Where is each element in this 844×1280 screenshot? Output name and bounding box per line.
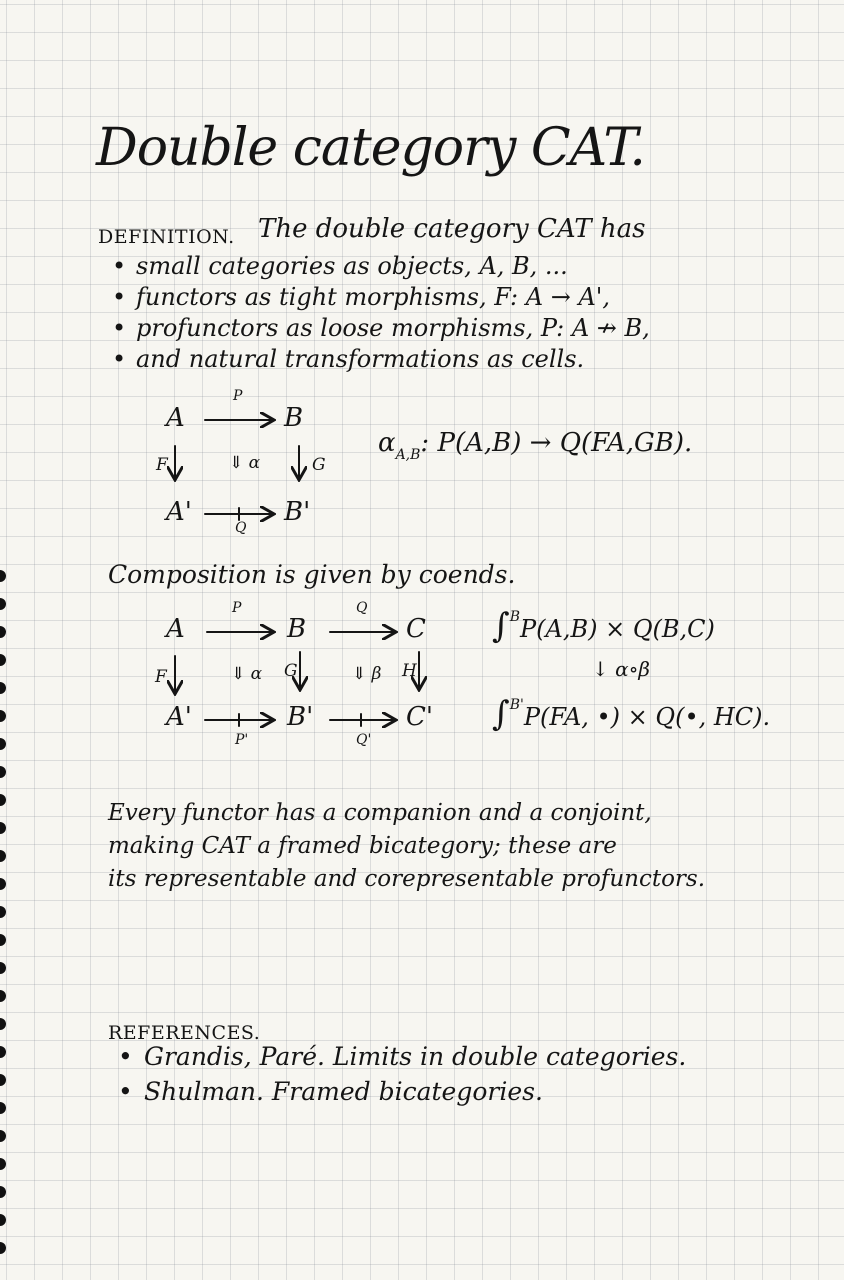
binding-hole [0, 710, 6, 722]
comp-label-P-prime: P' [235, 732, 249, 748]
binding-hole [0, 1018, 6, 1030]
companions-line-2: making CAT a framed bicategory; these are [108, 833, 617, 859]
binding-hole [0, 1214, 6, 1226]
definition-item: • functors as tight morphisms, F: A → A', [112, 283, 610, 311]
square-object-A: A [166, 403, 185, 433]
definition-item: • and natural transformations as cells. [112, 345, 584, 373]
companions-line-1: Every functor has a companion and a conjoint, [108, 800, 652, 826]
binding-hole [0, 766, 6, 778]
binding-hole [0, 682, 6, 694]
comp-object-A-prime: A' [166, 702, 192, 732]
binding-hole [0, 1130, 6, 1142]
binding-hole [0, 570, 6, 582]
binding-hole [0, 962, 6, 974]
binding-hole [0, 1046, 6, 1058]
square-label-Q: Q [235, 520, 247, 536]
binding-hole [0, 654, 6, 666]
binding-hole [0, 1074, 6, 1086]
comp-object-C-prime: C' [406, 702, 434, 732]
binding-hole [0, 626, 6, 638]
comp-label-H: H [402, 661, 417, 681]
binding-hole [0, 598, 6, 610]
comp-label-P: P [232, 600, 242, 616]
comp-cell-beta: ⇓ β [352, 664, 382, 684]
comp-cell-alpha: ⇓ α [231, 664, 263, 684]
coend-top-body: P(A,B) × Q(B,C) [520, 615, 715, 643]
definition-item: • profunctors as loose morphisms, P: A ↛ B, [112, 314, 650, 342]
square-cell-alpha: ⇓ α [229, 453, 261, 473]
binding-hole [0, 1242, 6, 1254]
comp-label-Q: Q [356, 600, 368, 616]
coend-bottom [492, 694, 770, 734]
page-title: Double category CAT. [96, 118, 645, 178]
binding-hole [0, 934, 6, 946]
coend-top [492, 606, 715, 646]
comp-object-B-prime: B' [287, 702, 314, 732]
comp-label-F: F [155, 667, 167, 687]
comp-label-G: G [284, 661, 298, 681]
formula-body: : P(A,B) → Q(FA,GB). [420, 428, 693, 458]
binding-hole [0, 878, 6, 890]
definition-intro: The double category CAT has [258, 214, 646, 244]
comp-label-Q-prime: Q' [356, 732, 372, 748]
companions-line-3: its representable and corepresentable profunctors. [108, 866, 706, 892]
coend-arrow: ↓ α∘β [592, 657, 650, 681]
binding-hole [0, 1186, 6, 1198]
binding-hole [0, 906, 6, 918]
integral-superscript: B' [509, 697, 524, 713]
references-heading: REFERENCES. [108, 1022, 261, 1044]
binding-hole [0, 1102, 6, 1114]
integral-superscript: B [509, 609, 521, 625]
binding-hole [0, 850, 6, 862]
binding-hole [0, 738, 6, 750]
definition-item: • small categories as objects, A, B, ... [112, 252, 568, 280]
binding-hole [0, 990, 6, 1002]
reference-item: • Shulman. Framed bicategories. [118, 1077, 543, 1106]
comp-object-C: C [406, 614, 426, 644]
comp-object-B: B [287, 614, 307, 644]
binding-hole [0, 1158, 6, 1170]
binding-hole [0, 794, 6, 806]
square-object-B: B [284, 403, 304, 433]
square-object-B-prime: B' [284, 497, 311, 527]
square-label-P: P [233, 388, 243, 404]
composition-heading: Composition is given by coends. [108, 560, 516, 589]
integral-sign: ∫ [492, 694, 510, 734]
formula-subscript: A,B [395, 447, 421, 463]
integral-sign: ∫ [492, 606, 510, 646]
square-formula [378, 428, 693, 463]
binding-hole [0, 822, 6, 834]
reference-item: • Grandis, Paré. Limits in double categories. [118, 1042, 686, 1071]
comp-object-A: A [166, 614, 185, 644]
spiral-binding [0, 560, 16, 1280]
square-object-A-prime: A' [166, 497, 192, 527]
coend-bottom-body: P(FA, •) × Q(•, HC). [523, 703, 771, 731]
square-label-G: G [312, 455, 326, 475]
formula-alpha: α [378, 428, 396, 458]
square-label-F: F [156, 455, 168, 475]
definition-heading: DEFINITION. [98, 226, 235, 248]
